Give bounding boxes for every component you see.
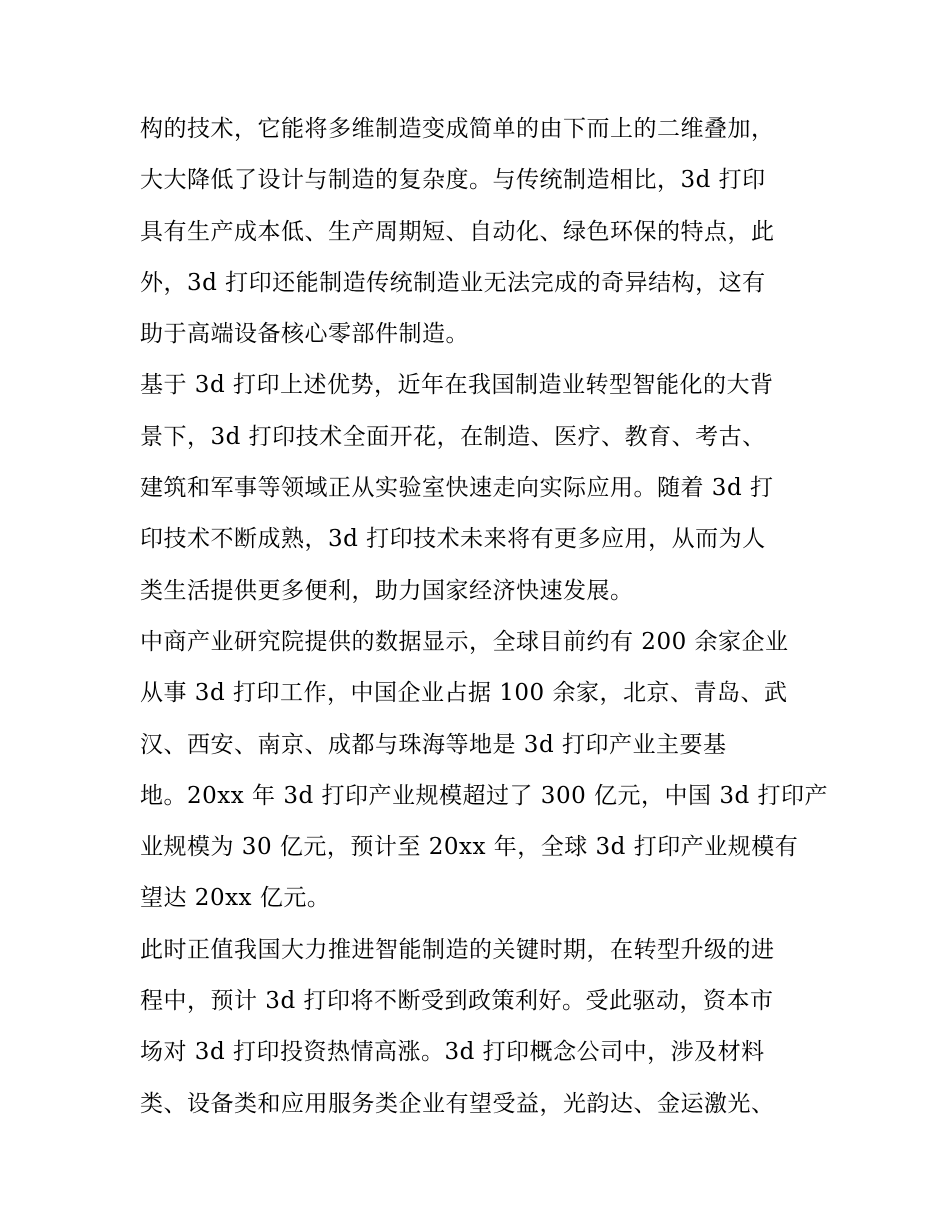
text-line: 印技术不断成熟，3d 打印技术未来将有更多应用，从而为人 (140, 526, 766, 553)
text-line: 具有生产成本低、生产周期短、自动化、绿色环保的特点，此 (140, 218, 775, 245)
text-line: 汉、西安、南京、成都与珠海等地是 3d 打印产业主要基 (140, 731, 727, 758)
text-line: 大大降低了设计与制造的复杂度。与传统制造相比，3d 打印 (140, 167, 766, 194)
paragraph-industry-data (140, 617, 830, 925)
paragraph-applications (140, 360, 830, 616)
text-line: 助于高端设备核心零部件制造。 (140, 321, 469, 348)
text-line: 从事 3d 打印工作，中国企业占据 100 余家，北京、青岛、武 (140, 680, 788, 707)
text-line: 类、设备类和应用服务类企业有望受益，光韵达、金运激光、 (140, 1090, 775, 1117)
text-line: 场对 3d 打印投资热情高涨。3d 打印概念公司中，涉及材料 (140, 1039, 765, 1066)
paragraph-advantages (140, 104, 830, 360)
text-line: 类生活提供更多便利，助力国家经济快速发展。 (140, 577, 634, 604)
text-line: 业规模为 30 亿元，预计至 20xx 年，全球 3d 打印产业规模有 (140, 834, 799, 861)
text-line: 外，3d 打印还能制造传统制造业无法完成的奇异结构，这有 (140, 269, 766, 296)
text-line: 基于 3d 打印上述优势，近年在我国制造业转型智能化的大背 (140, 372, 774, 399)
text-line: 构的技术，它能将多维制造变成简单的由下而上的二维叠加， (140, 116, 775, 142)
text-line: 望达 20xx 亿元。 (140, 885, 331, 912)
text-line: 此时正值我国大力推进智能制造的关键时期，在转型升级的进 (140, 936, 775, 963)
text-line: 中商产业研究院提供的数据显示，全球目前约有 200 余家企业 (140, 628, 789, 655)
text-line: 建筑和军事等领域正从实验室快速走向实际应用。随着 3d 打 (140, 475, 774, 502)
text-line: 景下，3d 打印技术全面开花，在制造、医疗、教育、考古、 (140, 423, 766, 450)
document-body (140, 104, 830, 1130)
text-line: 程中，预计 3d 打印将不断受到政策利好。受此驱动，资本市 (140, 988, 774, 1015)
paragraph-investment (140, 925, 830, 1130)
text-line: 地。20xx 年 3d 打印产业规模超过了 300 亿元，中国 3d 打印产 (140, 782, 828, 809)
